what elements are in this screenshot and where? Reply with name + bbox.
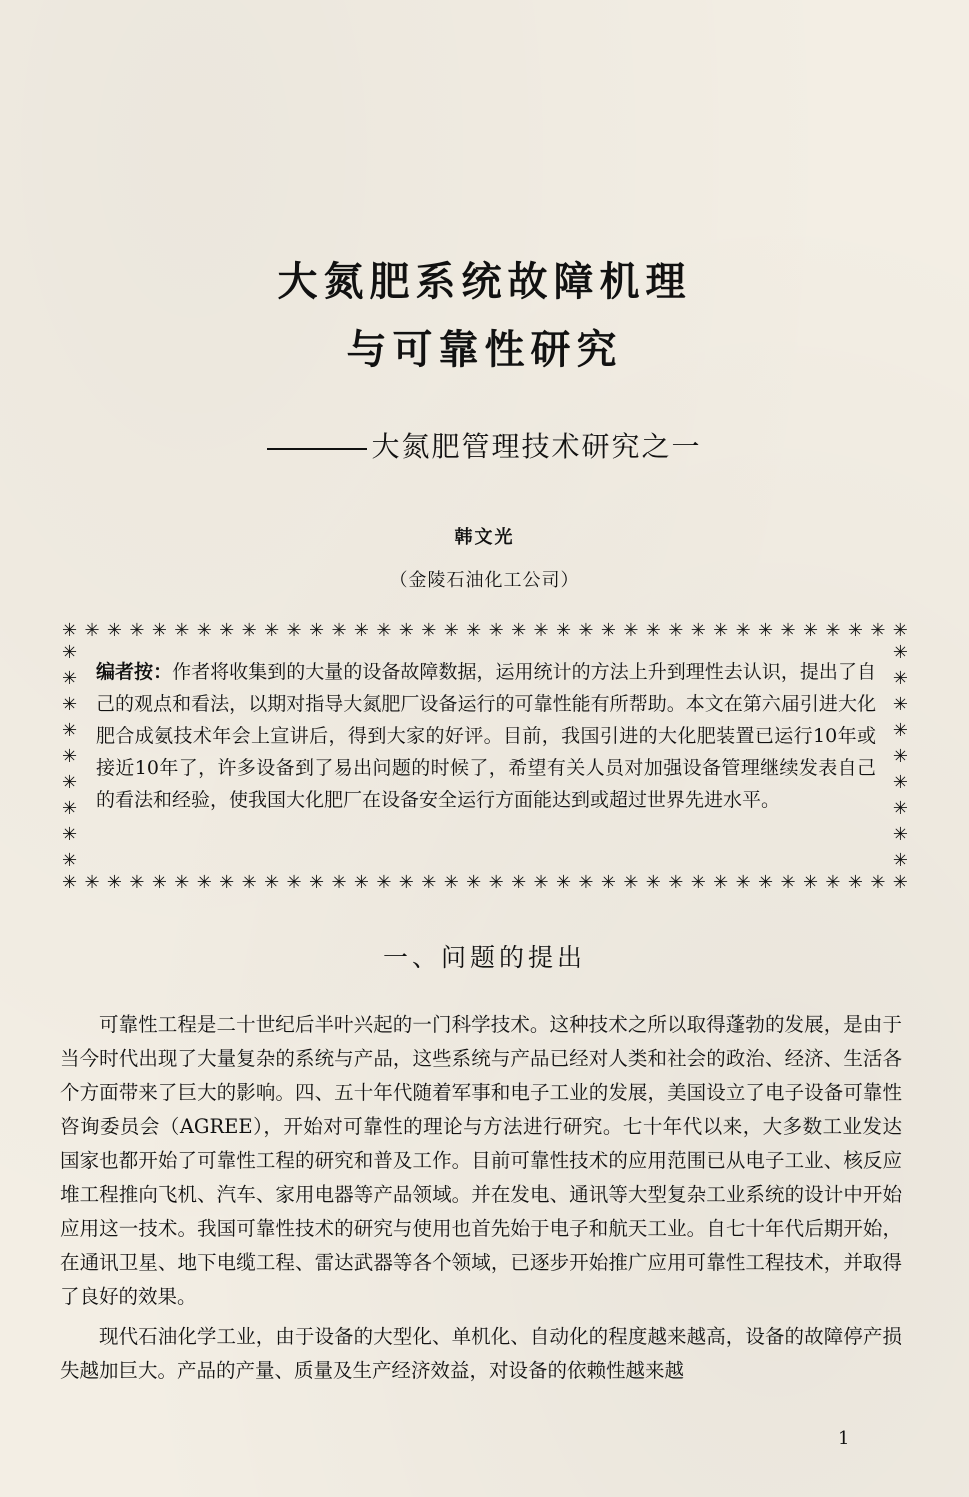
- star-ornament-icon: ✳: [533, 620, 549, 641]
- star-ornament-icon: ✳: [376, 620, 392, 641]
- star-ornament-icon: ✳: [62, 720, 78, 741]
- star-ornament-icon: ✳: [398, 620, 414, 641]
- star-ornament-icon: ✳: [443, 872, 459, 893]
- star-ornament-icon: ✳: [84, 620, 100, 641]
- star-ornament-icon: ✳: [892, 772, 908, 793]
- star-ornament-icon: ✳: [443, 620, 459, 641]
- star-ornament-icon: ✳: [623, 872, 639, 893]
- star-ornament-icon: ✳: [62, 824, 78, 845]
- star-ornament-icon: ✳: [600, 620, 616, 641]
- star-ornament-icon: ✳: [488, 872, 504, 893]
- body-text: [60, 1008, 902, 1394]
- star-ornament-icon: ✳: [219, 872, 235, 893]
- paragraph: 可靠性工程是二十世纪后半叶兴起的一门科学技术。这种技术之所以取得蓬勃的发展，是由于当今时代出现了大量复杂的系统与产品，这些系统与产品已经对人类和社会的政治、经济、生活各个方面带来了巨大的影响。四、五十年代随着军事和电子工业的发展，美国设立了电子设备可靠性咨询委员会（AGREE），开始对可靠性的理论与方法进行研究。七十年代以来，大多数工业发达国家也都开始了可靠性工程的研究和普及工作。目前可靠性技术的应用范围已从电子工业、核反应堆工程推向飞机、汽车、家用电器等产品领域。并在发电、通讯等大型复杂工业系统的设计中开始应用这一技术。我国可靠性技术的研究与使用也首先始于电子和航天工业。自七十年代后期开始，在通讯卫星、地下电缆工程、雷达武器等各个领域，已逐步开始推广应用可靠性工程技术，并取得了良好的效果。: [60, 1013, 902, 1308]
- star-ornament-icon: ✳: [466, 620, 482, 641]
- star-ornament-icon: ✳: [308, 620, 325, 641]
- star-ornament-icon: ✳: [62, 668, 78, 689]
- star-ornament-icon: ✳: [331, 620, 347, 641]
- star-ornament-icon: ✳: [758, 872, 774, 893]
- section-heading: 一、问题的提出: [382, 943, 586, 972]
- star-ornament-icon: ✳: [129, 620, 145, 641]
- star-ornament-icon: ✳: [174, 620, 190, 641]
- star-ornament-icon: ✳: [174, 872, 190, 893]
- star-ornament-icon: ✳: [376, 872, 392, 893]
- star-ornament-icon: ✳: [668, 872, 684, 893]
- star-ornament-icon: ✳: [578, 620, 594, 641]
- star-ornament-icon: ✳: [847, 620, 863, 641]
- star-ornament-icon: ✳: [892, 668, 908, 689]
- star-ornament-icon: ✳: [62, 642, 78, 663]
- star-ornament-icon: ✳: [690, 620, 706, 641]
- star-border-left: [62, 644, 77, 870]
- star-ornament-icon: ✳: [892, 620, 908, 641]
- affiliation: （金陵石油化工公司）: [389, 570, 580, 591]
- star-ornament-icon: ✳: [892, 720, 908, 741]
- star-ornament-icon: ✳: [533, 872, 549, 893]
- star-ornament-icon: ✳: [825, 872, 841, 893]
- star-ornament-icon: ✳: [713, 620, 729, 641]
- editor-note-box: [62, 622, 908, 892]
- star-ornament-icon: ✳: [286, 620, 302, 641]
- star-ornament-icon: ✳: [892, 824, 908, 845]
- star-ornament-icon: ✳: [196, 620, 212, 641]
- star-ornament-icon: ✳: [892, 850, 908, 871]
- star-ornament-icon: ✳: [735, 620, 751, 641]
- star-ornament-icon: ✳: [466, 872, 482, 893]
- star-ornament-icon: ✳: [421, 620, 437, 641]
- star-ornament-icon: ✳: [892, 694, 908, 715]
- subtitle-dash: [267, 448, 367, 450]
- star-ornament-icon: ✳: [353, 872, 369, 893]
- star-ornament-icon: ✳: [62, 850, 78, 871]
- star-ornament-icon: ✳: [780, 620, 796, 641]
- star-ornament-icon: ✳: [196, 872, 212, 893]
- star-ornament-icon: ✳: [62, 694, 78, 715]
- star-ornament-icon: ✳: [892, 746, 908, 767]
- star-ornament-icon: ✳: [84, 872, 100, 893]
- star-ornament-icon: ✳: [241, 620, 257, 641]
- star-ornament-icon: ✳: [870, 620, 886, 641]
- star-ornament-icon: ✳: [892, 798, 908, 819]
- star-ornament-icon: ✳: [421, 872, 437, 893]
- star-ornament-icon: ✳: [892, 872, 908, 893]
- star-ornament-icon: ✳: [62, 798, 78, 819]
- star-ornament-icon: ✳: [62, 872, 78, 893]
- star-ornament-icon: ✳: [129, 872, 145, 893]
- star-ornament-icon: ✳: [645, 872, 661, 893]
- star-border-bottom: [62, 874, 908, 892]
- page-number: 1: [838, 1428, 850, 1449]
- star-ornament-icon: ✳: [668, 620, 684, 641]
- star-ornament-icon: ✳: [62, 772, 78, 793]
- star-ornament-icon: ✳: [219, 620, 235, 641]
- star-ornament-icon: ✳: [353, 620, 369, 641]
- star-ornament-icon: ✳: [578, 872, 594, 893]
- star-ornament-icon: ✳: [555, 872, 572, 893]
- star-ornament-icon: ✳: [264, 620, 280, 641]
- star-ornament-icon: ✳: [623, 620, 639, 641]
- subtitle-text: 大氮肥管理技术研究之一: [371, 430, 702, 463]
- star-border-top: [62, 622, 908, 640]
- star-ornament-icon: ✳: [151, 872, 167, 893]
- star-ornament-icon: ✳: [62, 620, 78, 641]
- star-ornament-icon: ✳: [308, 872, 325, 893]
- star-ornament-icon: ✳: [870, 872, 886, 893]
- star-ornament-icon: ✳: [106, 872, 122, 893]
- star-ornament-icon: ✳: [758, 620, 774, 641]
- title-line-2: 与可靠性研究: [346, 326, 623, 373]
- star-ornament-icon: ✳: [600, 872, 616, 893]
- star-ornament-icon: ✳: [286, 872, 302, 893]
- star-ornament-icon: ✳: [511, 620, 527, 641]
- star-ornament-icon: ✳: [825, 620, 841, 641]
- author: 韩文光: [454, 527, 515, 548]
- star-ornament-icon: ✳: [511, 872, 527, 893]
- editor-note-label: 编者按：: [96, 661, 173, 683]
- paragraph: 现代石油化学工业，由于设备的大型化、单机化、自动化的程度越来越高，设备的故障停产损失越加巨大。产品的产量、质量及生产经济效益，对设备的依赖性越来越: [60, 1325, 902, 1382]
- star-ornament-icon: ✳: [331, 872, 347, 893]
- star-ornament-icon: ✳: [847, 872, 863, 893]
- star-ornament-icon: ✳: [555, 620, 572, 641]
- star-ornament-icon: ✳: [398, 872, 414, 893]
- star-ornament-icon: ✳: [713, 872, 729, 893]
- subtitle: [0, 425, 969, 465]
- star-border-right: [893, 644, 908, 870]
- star-ornament-icon: ✳: [802, 620, 819, 641]
- star-ornament-icon: ✳: [106, 620, 122, 641]
- star-ornament-icon: ✳: [690, 872, 706, 893]
- star-ornament-icon: ✳: [645, 620, 661, 641]
- star-ornament-icon: ✳: [892, 642, 908, 663]
- star-ornament-icon: ✳: [264, 872, 280, 893]
- star-ornament-icon: ✳: [735, 872, 751, 893]
- editor-note-text: 作者将收集到的大量的设备故障数据，运用统计的方法上升到理性去认识，提出了自己的观点和看法，以期对指导大氮肥厂设备运行的可靠性能有所帮助。本文在第六届引进大化肥合成氨技术年会上宣讲后，得到大家的好评。目前，我国引进的大化肥装置已运行10年或接近10年了，许多设备到了易出问题的时候了，希望有关人员对加强设备管理继续发表自己的看法和经验，使我国大化肥厂在设备安全运行方面能达到或超过世界先进水平。: [96, 661, 876, 811]
- title-line-1: 大氮肥系统故障机理: [277, 258, 692, 305]
- star-ornament-icon: ✳: [802, 872, 819, 893]
- star-ornament-icon: ✳: [151, 620, 167, 641]
- star-ornament-icon: ✳: [488, 620, 504, 641]
- editor-note: [96, 656, 876, 816]
- star-ornament-icon: ✳: [780, 872, 796, 893]
- star-ornament-icon: ✳: [62, 746, 78, 767]
- star-ornament-icon: ✳: [241, 872, 257, 893]
